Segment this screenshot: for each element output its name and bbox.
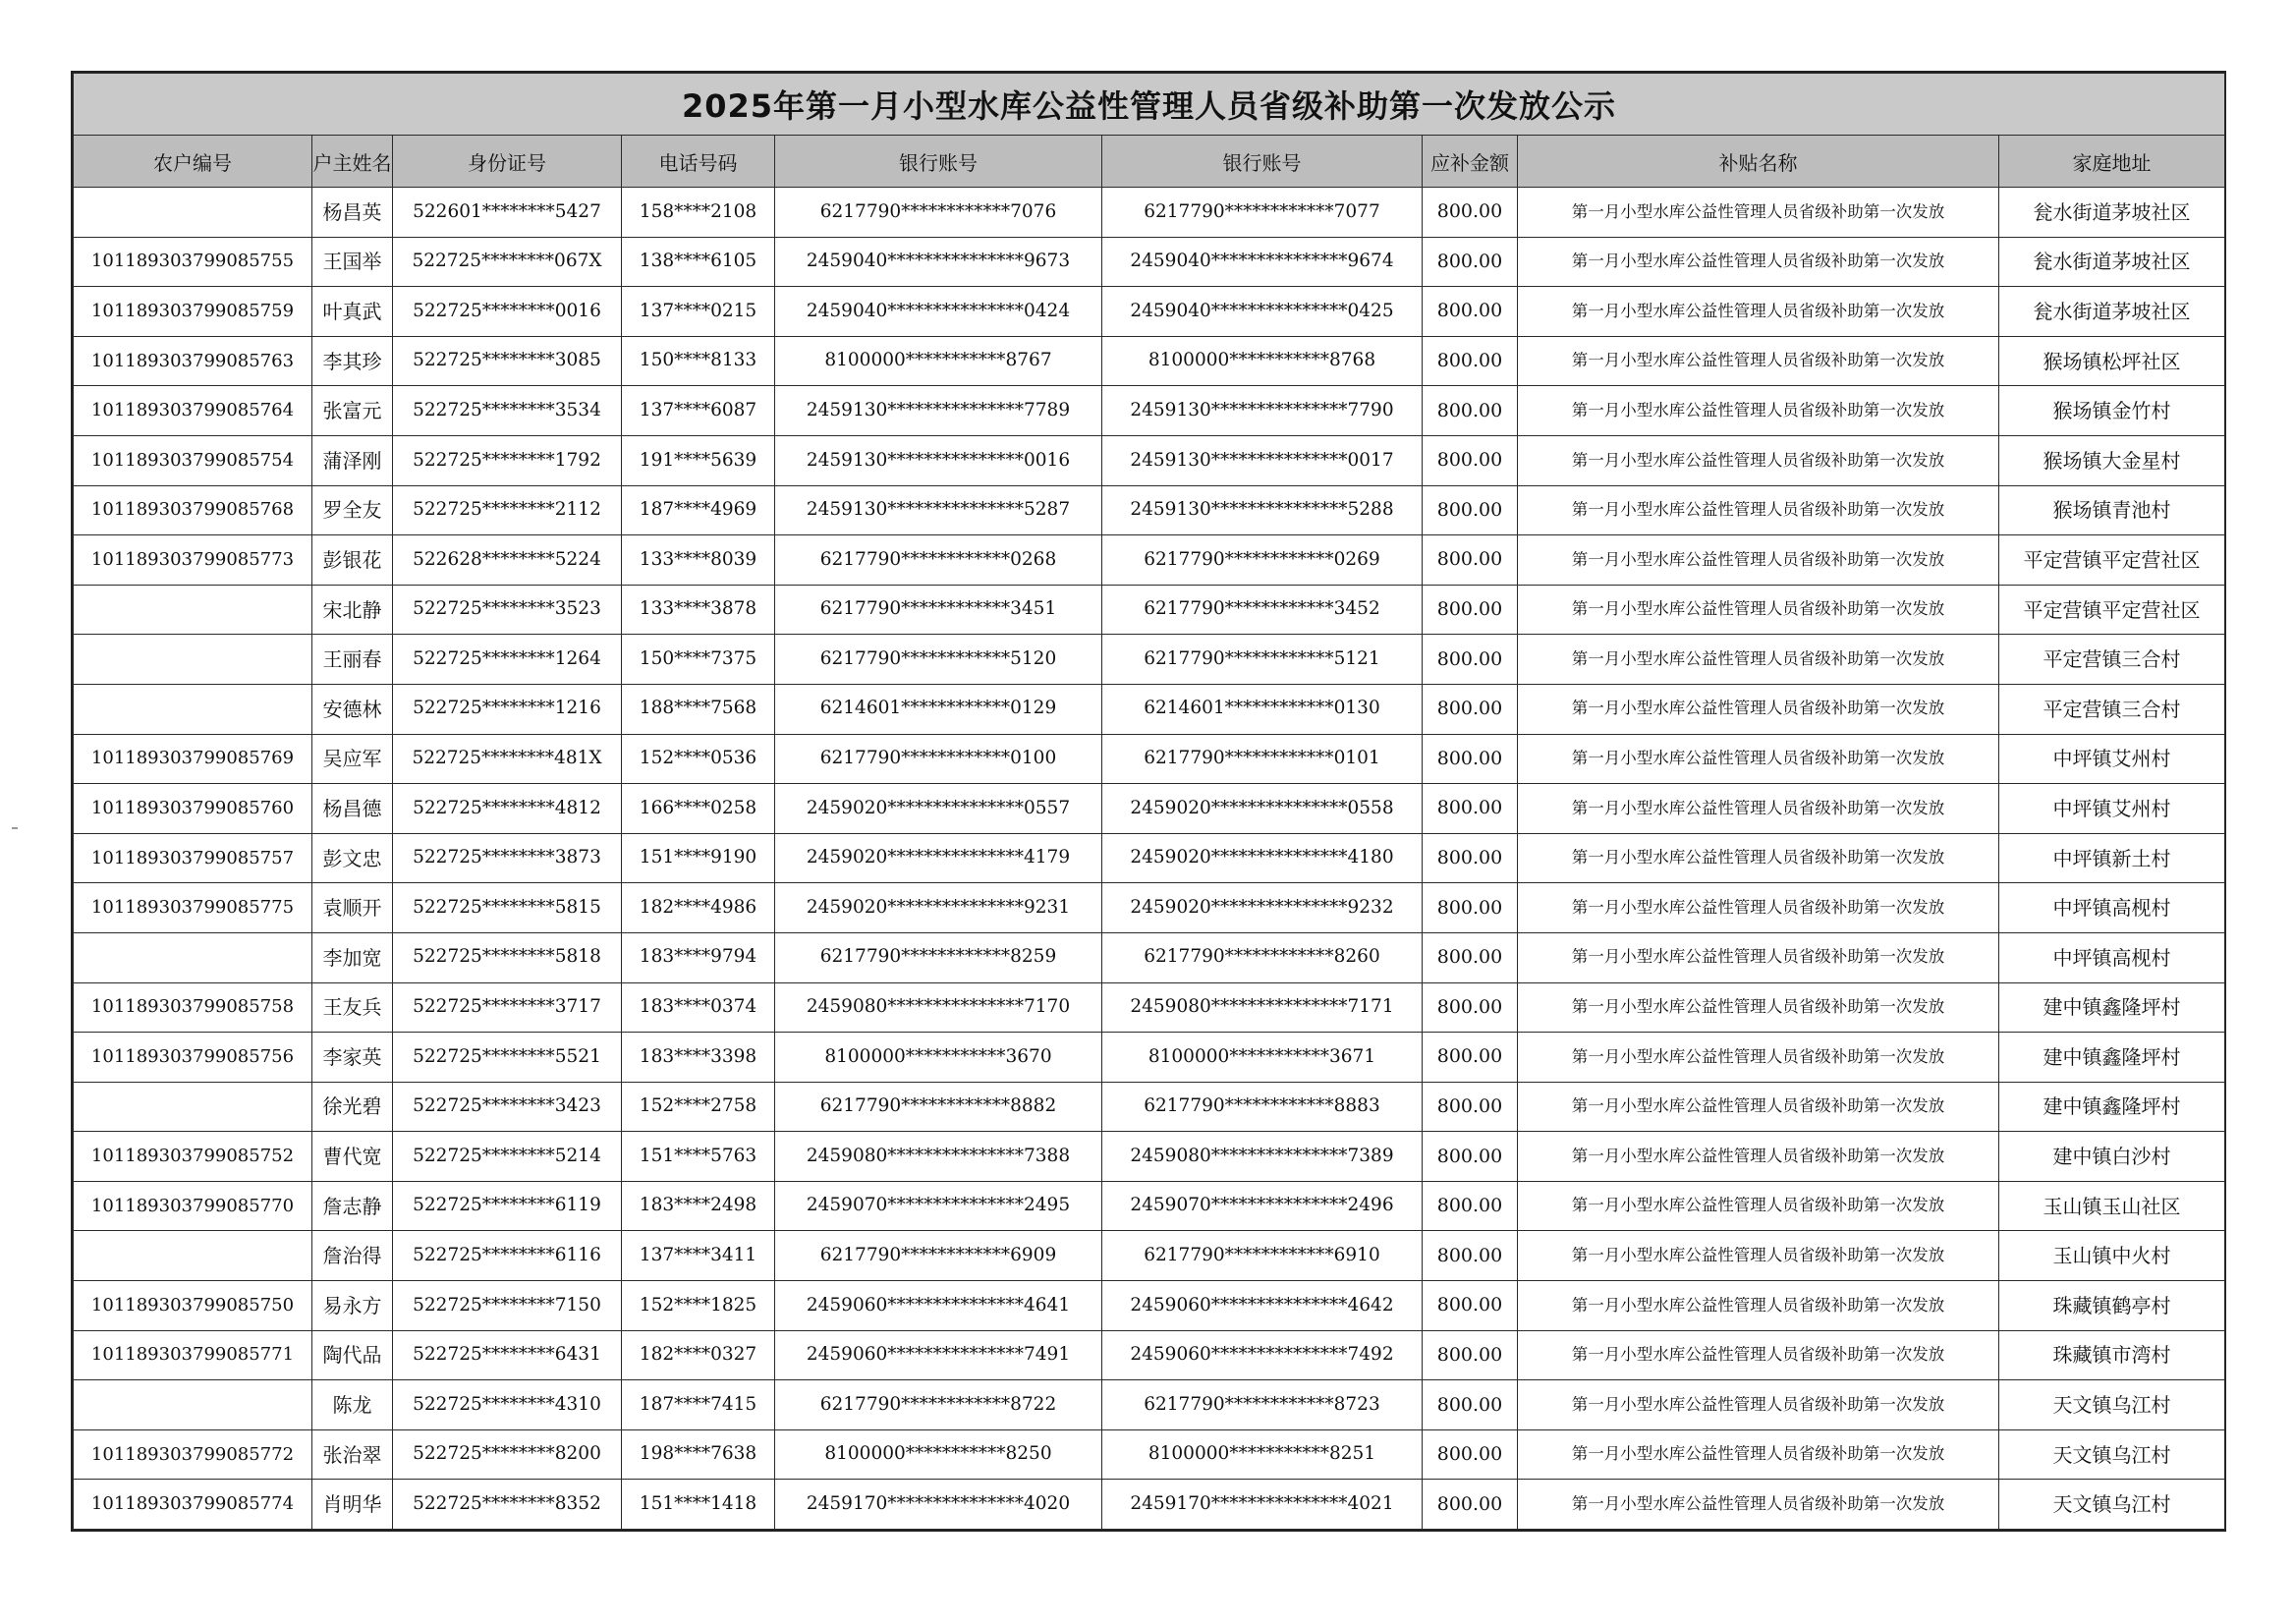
bank-account-1-cell: 2459080***************7170	[775, 982, 1102, 1033]
col-header-amount: 应补金额	[1423, 136, 1518, 188]
table-row	[74, 932, 2225, 982]
bank-account-2-cell: 2459020***************4180	[1102, 833, 1423, 883]
bank-account-1-cell: 2459040***************9673	[775, 237, 1102, 287]
household-no-cell	[74, 932, 312, 982]
amount-cell: 800.00	[1423, 1380, 1518, 1430]
amount-cell: 800.00	[1423, 1480, 1518, 1530]
table-row	[74, 784, 2225, 834]
phone-cell: 183****2498	[622, 1181, 775, 1231]
address-cell: 猴场镇大金星村	[1999, 435, 2225, 485]
address-cell: 中坪镇新土村	[1999, 833, 2225, 883]
subsidy-name-cell: 第一月小型水库公益性管理人员省级补助第一次发放	[1518, 734, 1999, 784]
subsidy-name-cell: 第一月小型水库公益性管理人员省级补助第一次发放	[1518, 336, 1999, 386]
phone-cell: 187****7415	[622, 1380, 775, 1430]
address-cell: 建中镇鑫隆坪村	[1999, 1082, 2225, 1132]
amount-cell: 800.00	[1423, 188, 1518, 238]
bank-account-2-cell: 6217790************0101	[1102, 734, 1423, 784]
household-no-cell: 101189303799085772	[74, 1429, 312, 1480]
phone-cell: 151****9190	[622, 833, 775, 883]
name-cell: 李家英	[312, 1033, 393, 1083]
phone-cell: 152****0536	[622, 734, 775, 784]
amount-cell: 800.00	[1423, 435, 1518, 485]
subsidy-name-cell: 第一月小型水库公益性管理人员省级补助第一次发放	[1518, 1181, 1999, 1231]
bank-account-1-cell: 8100000***********3670	[775, 1033, 1102, 1083]
household-no-cell: 101189303799085775	[74, 883, 312, 933]
subsidy-name-cell: 第一月小型水库公益性管理人员省级补助第一次发放	[1518, 684, 1999, 734]
bank-account-1-cell: 6217790************7076	[775, 188, 1102, 238]
table-row	[74, 1480, 2225, 1530]
amount-cell: 800.00	[1423, 386, 1518, 436]
amount-cell: 800.00	[1423, 1231, 1518, 1281]
bank-account-2-cell: 2459130***************7790	[1102, 386, 1423, 436]
phone-cell: 198****7638	[622, 1429, 775, 1480]
id-no-cell: 522725********5818	[393, 932, 622, 982]
table-row	[74, 734, 2225, 784]
address-cell: 猴场镇松坪社区	[1999, 336, 2225, 386]
household-no-cell: 101189303799085755	[74, 237, 312, 287]
bank-account-2-cell: 6217790************8260	[1102, 932, 1423, 982]
amount-cell: 800.00	[1423, 784, 1518, 834]
bank-account-2-cell: 2459020***************9232	[1102, 883, 1423, 933]
bank-account-1-cell: 8100000***********8250	[775, 1429, 1102, 1480]
phone-cell: 151****1418	[622, 1480, 775, 1530]
id-no-cell: 522725********3873	[393, 833, 622, 883]
bank-account-1-cell: 2459170***************4020	[775, 1480, 1102, 1530]
name-cell: 张治翠	[312, 1429, 393, 1480]
address-cell: 天文镇乌江村	[1999, 1429, 2225, 1480]
bank-account-2-cell: 6217790************3452	[1102, 585, 1423, 635]
amount-cell: 800.00	[1423, 1033, 1518, 1083]
amount-cell: 800.00	[1423, 237, 1518, 287]
address-cell: 平定营镇三合村	[1999, 684, 2225, 734]
id-no-cell: 522725********8200	[393, 1429, 622, 1480]
bank-account-2-cell: 2459170***************4021	[1102, 1480, 1423, 1530]
bank-account-2-cell: 6217790************0269	[1102, 535, 1423, 586]
household-no-cell	[74, 684, 312, 734]
name-cell: 李其珍	[312, 336, 393, 386]
table-row	[74, 1132, 2225, 1182]
table-row	[74, 1033, 2225, 1083]
subsidy-name-cell: 第一月小型水库公益性管理人员省级补助第一次发放	[1518, 883, 1999, 933]
household-no-cell: 101189303799085750	[74, 1281, 312, 1331]
phone-cell: 152****1825	[622, 1281, 775, 1331]
table-row	[74, 336, 2225, 386]
subsidy-name-cell: 第一月小型水库公益性管理人员省级补助第一次发放	[1518, 1429, 1999, 1480]
household-no-cell: 101189303799085760	[74, 784, 312, 834]
amount-cell: 800.00	[1423, 1429, 1518, 1480]
household-no-cell: 101189303799085770	[74, 1181, 312, 1231]
address-cell: 建中镇鑫隆坪村	[1999, 1033, 2225, 1083]
bank-account-1-cell: 2459040***************0424	[775, 287, 1102, 337]
household-no-cell: 101189303799085754	[74, 435, 312, 485]
bank-account-1-cell: 2459020***************0557	[775, 784, 1102, 834]
subsidy-name-cell: 第一月小型水库公益性管理人员省级补助第一次发放	[1518, 237, 1999, 287]
header-row	[74, 136, 2225, 188]
table-row	[74, 684, 2225, 734]
subsidy-name-cell: 第一月小型水库公益性管理人员省级补助第一次发放	[1518, 1330, 1999, 1380]
notice-sheet	[71, 71, 2226, 1532]
household-no-cell: 101189303799085773	[74, 535, 312, 586]
name-cell: 王国举	[312, 237, 393, 287]
bank-account-1-cell: 2459080***************7388	[775, 1132, 1102, 1182]
bank-account-2-cell: 8100000***********3671	[1102, 1033, 1423, 1083]
phone-cell: 150****7375	[622, 635, 775, 685]
name-cell: 易永方	[312, 1281, 393, 1331]
amount-cell: 800.00	[1423, 1132, 1518, 1182]
bank-account-2-cell: 8100000***********8251	[1102, 1429, 1423, 1480]
name-cell: 彭文忠	[312, 833, 393, 883]
bank-account-1-cell: 2459130***************5287	[775, 485, 1102, 535]
subsidy-name-cell: 第一月小型水库公益性管理人员省级补助第一次发放	[1518, 1480, 1999, 1530]
name-cell: 杨昌英	[312, 188, 393, 238]
id-no-cell: 522725********4310	[393, 1380, 622, 1430]
bank-account-1-cell: 2459060***************7491	[775, 1330, 1102, 1380]
bank-account-2-cell: 2459130***************0017	[1102, 435, 1423, 485]
name-cell: 袁顺开	[312, 883, 393, 933]
subsidy-name-cell: 第一月小型水库公益性管理人员省级补助第一次发放	[1518, 635, 1999, 685]
address-cell: 珠藏镇市湾村	[1999, 1330, 2225, 1380]
name-cell: 吴应军	[312, 734, 393, 784]
col-header-bank-account-1: 银行账号	[775, 136, 1102, 188]
phone-cell: 183****0374	[622, 982, 775, 1033]
phone-cell: 182****0327	[622, 1330, 775, 1380]
phone-cell: 151****5763	[622, 1132, 775, 1182]
name-cell: 安德林	[312, 684, 393, 734]
address-cell: 建中镇白沙村	[1999, 1132, 2225, 1182]
subsidy-table	[73, 73, 2225, 1530]
household-no-cell: 101189303799085757	[74, 833, 312, 883]
bank-account-2-cell: 6217790************6910	[1102, 1231, 1423, 1281]
table-row	[74, 1330, 2225, 1380]
name-cell: 陶代品	[312, 1330, 393, 1380]
subsidy-name-cell: 第一月小型水库公益性管理人员省级补助第一次发放	[1518, 535, 1999, 586]
phone-cell: 137****6087	[622, 386, 775, 436]
amount-cell: 800.00	[1423, 585, 1518, 635]
amount-cell: 800.00	[1423, 535, 1518, 586]
id-no-cell: 522725********4812	[393, 784, 622, 834]
name-cell: 王丽春	[312, 635, 393, 685]
phone-cell: 133****8039	[622, 535, 775, 586]
bank-account-1-cell: 6217790************0268	[775, 535, 1102, 586]
phone-cell: 158****2108	[622, 188, 775, 238]
bank-account-1-cell: 2459060***************4641	[775, 1281, 1102, 1331]
id-no-cell: 522725********0016	[393, 287, 622, 337]
amount-cell: 800.00	[1423, 932, 1518, 982]
name-cell: 曹代宽	[312, 1132, 393, 1182]
table-row	[74, 833, 2225, 883]
subsidy-name-cell: 第一月小型水库公益性管理人员省级补助第一次发放	[1518, 287, 1999, 337]
col-header-phone: 电话号码	[622, 136, 775, 188]
amount-cell: 800.00	[1423, 1281, 1518, 1331]
name-cell: 杨昌德	[312, 784, 393, 834]
id-no-cell: 522725********6431	[393, 1330, 622, 1380]
amount-cell: 800.00	[1423, 485, 1518, 535]
scan-speck	[12, 827, 18, 829]
household-no-cell: 101189303799085774	[74, 1480, 312, 1530]
phone-cell: 137****3411	[622, 1231, 775, 1281]
table-row	[74, 287, 2225, 337]
name-cell: 王友兵	[312, 982, 393, 1033]
subsidy-name-cell: 第一月小型水库公益性管理人员省级补助第一次发放	[1518, 435, 1999, 485]
bank-account-1-cell: 6217790************6909	[775, 1231, 1102, 1281]
bank-account-1-cell: 8100000***********8767	[775, 336, 1102, 386]
subsidy-name-cell: 第一月小型水库公益性管理人员省级补助第一次发放	[1518, 1082, 1999, 1132]
id-no-cell: 522725********3523	[393, 585, 622, 635]
bank-account-2-cell: 2459020***************0558	[1102, 784, 1423, 834]
table-row	[74, 982, 2225, 1033]
household-no-cell	[74, 635, 312, 685]
bank-account-2-cell: 2459060***************7492	[1102, 1330, 1423, 1380]
address-cell: 平定营镇平定营社区	[1999, 535, 2225, 586]
household-no-cell: 101189303799085763	[74, 336, 312, 386]
phone-cell: 137****0215	[622, 287, 775, 337]
id-no-cell: 522725********6116	[393, 1231, 622, 1281]
bank-account-1-cell: 6217790************5120	[775, 635, 1102, 685]
subsidy-name-cell: 第一月小型水库公益性管理人员省级补助第一次发放	[1518, 1380, 1999, 1430]
subsidy-name-cell: 第一月小型水库公益性管理人员省级补助第一次发放	[1518, 932, 1999, 982]
phone-cell: 152****2758	[622, 1082, 775, 1132]
address-cell: 瓮水街道茅坡社区	[1999, 287, 2225, 337]
phone-cell: 183****9794	[622, 932, 775, 982]
amount-cell: 800.00	[1423, 883, 1518, 933]
phone-cell: 138****6105	[622, 237, 775, 287]
id-no-cell: 522725********6119	[393, 1181, 622, 1231]
bank-account-2-cell: 2459040***************0425	[1102, 287, 1423, 337]
id-no-cell: 522725********7150	[393, 1281, 622, 1331]
id-no-cell: 522725********3085	[393, 336, 622, 386]
household-no-cell	[74, 188, 312, 238]
page-title: 2025年第一月小型水库公益性管理人员省级补助第一次发放公示	[74, 74, 2225, 136]
phone-cell: 187****4969	[622, 485, 775, 535]
phone-cell: 166****0258	[622, 784, 775, 834]
table-row	[74, 386, 2225, 436]
bank-account-2-cell: 6217790************7077	[1102, 188, 1423, 238]
col-header-address: 家庭地址	[1999, 136, 2225, 188]
bank-account-1-cell: 6214601************0129	[775, 684, 1102, 734]
id-no-cell: 522725********3717	[393, 982, 622, 1033]
table-row	[74, 485, 2225, 535]
address-cell: 中坪镇艾州村	[1999, 784, 2225, 834]
col-header-name: 户主姓名	[312, 136, 393, 188]
name-cell: 李加宽	[312, 932, 393, 982]
address-cell: 玉山镇中火村	[1999, 1231, 2225, 1281]
household-no-cell: 101189303799085756	[74, 1033, 312, 1083]
amount-cell: 800.00	[1423, 1330, 1518, 1380]
address-cell: 猴场镇青池村	[1999, 485, 2225, 535]
bank-account-1-cell: 2459130***************7789	[775, 386, 1102, 436]
phone-cell: 191****5639	[622, 435, 775, 485]
amount-cell: 800.00	[1423, 287, 1518, 337]
subsidy-name-cell: 第一月小型水库公益性管理人员省级补助第一次发放	[1518, 1132, 1999, 1182]
table-row	[74, 237, 2225, 287]
table-row	[74, 585, 2225, 635]
table-row	[74, 1281, 2225, 1331]
name-cell: 叶真武	[312, 287, 393, 337]
address-cell: 瓮水街道茅坡社区	[1999, 188, 2225, 238]
col-header-id-no: 身份证号	[393, 136, 622, 188]
col-header-subsidy-name: 补贴名称	[1518, 136, 1999, 188]
phone-cell: 182****4986	[622, 883, 775, 933]
phone-cell: 150****8133	[622, 336, 775, 386]
id-no-cell: 522725********1792	[393, 435, 622, 485]
subsidy-name-cell: 第一月小型水库公益性管理人员省级补助第一次发放	[1518, 585, 1999, 635]
address-cell: 中坪镇艾州村	[1999, 734, 2225, 784]
bank-account-2-cell: 6217790************8883	[1102, 1082, 1423, 1132]
table-row	[74, 1231, 2225, 1281]
address-cell: 瓮水街道茅坡社区	[1999, 237, 2225, 287]
id-no-cell: 522725********8352	[393, 1480, 622, 1530]
subsidy-name-cell: 第一月小型水库公益性管理人员省级补助第一次发放	[1518, 188, 1999, 238]
id-no-cell: 522628********5224	[393, 535, 622, 586]
table-row	[74, 188, 2225, 238]
bank-account-2-cell: 2459080***************7171	[1102, 982, 1423, 1033]
address-cell: 珠藏镇鹤亭村	[1999, 1281, 2225, 1331]
address-cell: 玉山镇玉山社区	[1999, 1181, 2225, 1231]
bank-account-2-cell: 2459130***************5288	[1102, 485, 1423, 535]
table-row	[74, 1380, 2225, 1430]
id-no-cell: 522725********1216	[393, 684, 622, 734]
table-row	[74, 1429, 2225, 1480]
subsidy-name-cell: 第一月小型水库公益性管理人员省级补助第一次发放	[1518, 1281, 1999, 1331]
table-row	[74, 435, 2225, 485]
table-row	[74, 1082, 2225, 1132]
id-no-cell: 522725********5521	[393, 1033, 622, 1083]
phone-cell: 183****3398	[622, 1033, 775, 1083]
household-no-cell: 101189303799085764	[74, 386, 312, 436]
col-header-bank-account-2: 银行账号	[1102, 136, 1423, 188]
bank-account-2-cell: 2459040***************9674	[1102, 237, 1423, 287]
name-cell: 彭银花	[312, 535, 393, 586]
table-row	[74, 1181, 2225, 1231]
household-no-cell: 101189303799085769	[74, 734, 312, 784]
id-no-cell: 522725********3423	[393, 1082, 622, 1132]
subsidy-name-cell: 第一月小型水库公益性管理人员省级补助第一次发放	[1518, 784, 1999, 834]
id-no-cell: 522725********1264	[393, 635, 622, 685]
bank-account-1-cell: 2459020***************9231	[775, 883, 1102, 933]
table-row	[74, 883, 2225, 933]
bank-account-2-cell: 2459080***************7389	[1102, 1132, 1423, 1182]
address-cell: 中坪镇高枧村	[1999, 932, 2225, 982]
id-no-cell: 522725********481X	[393, 734, 622, 784]
household-no-cell: 101189303799085771	[74, 1330, 312, 1380]
amount-cell: 800.00	[1423, 1082, 1518, 1132]
name-cell: 詹治得	[312, 1231, 393, 1281]
address-cell: 中坪镇高枧村	[1999, 883, 2225, 933]
bank-account-1-cell: 6217790************8722	[775, 1380, 1102, 1430]
table-row	[74, 535, 2225, 586]
bank-account-1-cell: 2459070***************2495	[775, 1181, 1102, 1231]
name-cell: 罗全友	[312, 485, 393, 535]
bank-account-2-cell: 2459060***************4642	[1102, 1281, 1423, 1331]
address-cell: 天文镇乌江村	[1999, 1380, 2225, 1430]
bank-account-2-cell: 6217790************8723	[1102, 1380, 1423, 1430]
bank-account-1-cell: 6217790************8882	[775, 1082, 1102, 1132]
name-cell: 张富元	[312, 386, 393, 436]
subsidy-name-cell: 第一月小型水库公益性管理人员省级补助第一次发放	[1518, 386, 1999, 436]
amount-cell: 800.00	[1423, 336, 1518, 386]
bank-account-1-cell: 6217790************0100	[775, 734, 1102, 784]
bank-account-2-cell: 8100000***********8768	[1102, 336, 1423, 386]
bank-account-1-cell: 2459020***************4179	[775, 833, 1102, 883]
table-body	[74, 188, 2225, 1530]
bank-account-2-cell: 6214601************0130	[1102, 684, 1423, 734]
amount-cell: 800.00	[1423, 635, 1518, 685]
address-cell: 建中镇鑫隆坪村	[1999, 982, 2225, 1033]
name-cell: 徐光碧	[312, 1082, 393, 1132]
subsidy-name-cell: 第一月小型水库公益性管理人员省级补助第一次发放	[1518, 833, 1999, 883]
address-cell: 天文镇乌江村	[1999, 1480, 2225, 1530]
name-cell: 陈龙	[312, 1380, 393, 1430]
bank-account-2-cell: 2459070***************2496	[1102, 1181, 1423, 1231]
amount-cell: 800.00	[1423, 833, 1518, 883]
phone-cell: 188****7568	[622, 684, 775, 734]
household-no-cell	[74, 585, 312, 635]
amount-cell: 800.00	[1423, 1181, 1518, 1231]
id-no-cell: 522601********5427	[393, 188, 622, 238]
id-no-cell: 522725********5214	[393, 1132, 622, 1182]
subsidy-name-cell: 第一月小型水库公益性管理人员省级补助第一次发放	[1518, 1033, 1999, 1083]
address-cell: 猴场镇金竹村	[1999, 386, 2225, 436]
bank-account-2-cell: 6217790************5121	[1102, 635, 1423, 685]
amount-cell: 800.00	[1423, 684, 1518, 734]
name-cell: 肖明华	[312, 1480, 393, 1530]
bank-account-1-cell: 6217790************8259	[775, 932, 1102, 982]
id-no-cell: 522725********2112	[393, 485, 622, 535]
name-cell: 宋北静	[312, 585, 393, 635]
household-no-cell: 101189303799085768	[74, 485, 312, 535]
subsidy-name-cell: 第一月小型水库公益性管理人员省级补助第一次发放	[1518, 1231, 1999, 1281]
household-no-cell: 101189303799085758	[74, 982, 312, 1033]
amount-cell: 800.00	[1423, 734, 1518, 784]
household-no-cell	[74, 1231, 312, 1281]
phone-cell: 133****3878	[622, 585, 775, 635]
col-header-household-no: 农户编号	[74, 136, 312, 188]
household-no-cell	[74, 1082, 312, 1132]
name-cell: 詹志静	[312, 1181, 393, 1231]
name-cell: 蒲泽刚	[312, 435, 393, 485]
table-row	[74, 635, 2225, 685]
address-cell: 平定营镇三合村	[1999, 635, 2225, 685]
bank-account-1-cell: 2459130***************0016	[775, 435, 1102, 485]
id-no-cell: 522725********3534	[393, 386, 622, 436]
id-no-cell: 522725********067X	[393, 237, 622, 287]
bank-account-1-cell: 6217790************3451	[775, 585, 1102, 635]
id-no-cell: 522725********5815	[393, 883, 622, 933]
household-no-cell: 101189303799085759	[74, 287, 312, 337]
subsidy-name-cell: 第一月小型水库公益性管理人员省级补助第一次发放	[1518, 982, 1999, 1033]
household-no-cell: 101189303799085752	[74, 1132, 312, 1182]
household-no-cell	[74, 1380, 312, 1430]
subsidy-name-cell: 第一月小型水库公益性管理人员省级补助第一次发放	[1518, 485, 1999, 535]
amount-cell: 800.00	[1423, 982, 1518, 1033]
address-cell: 平定营镇平定营社区	[1999, 585, 2225, 635]
